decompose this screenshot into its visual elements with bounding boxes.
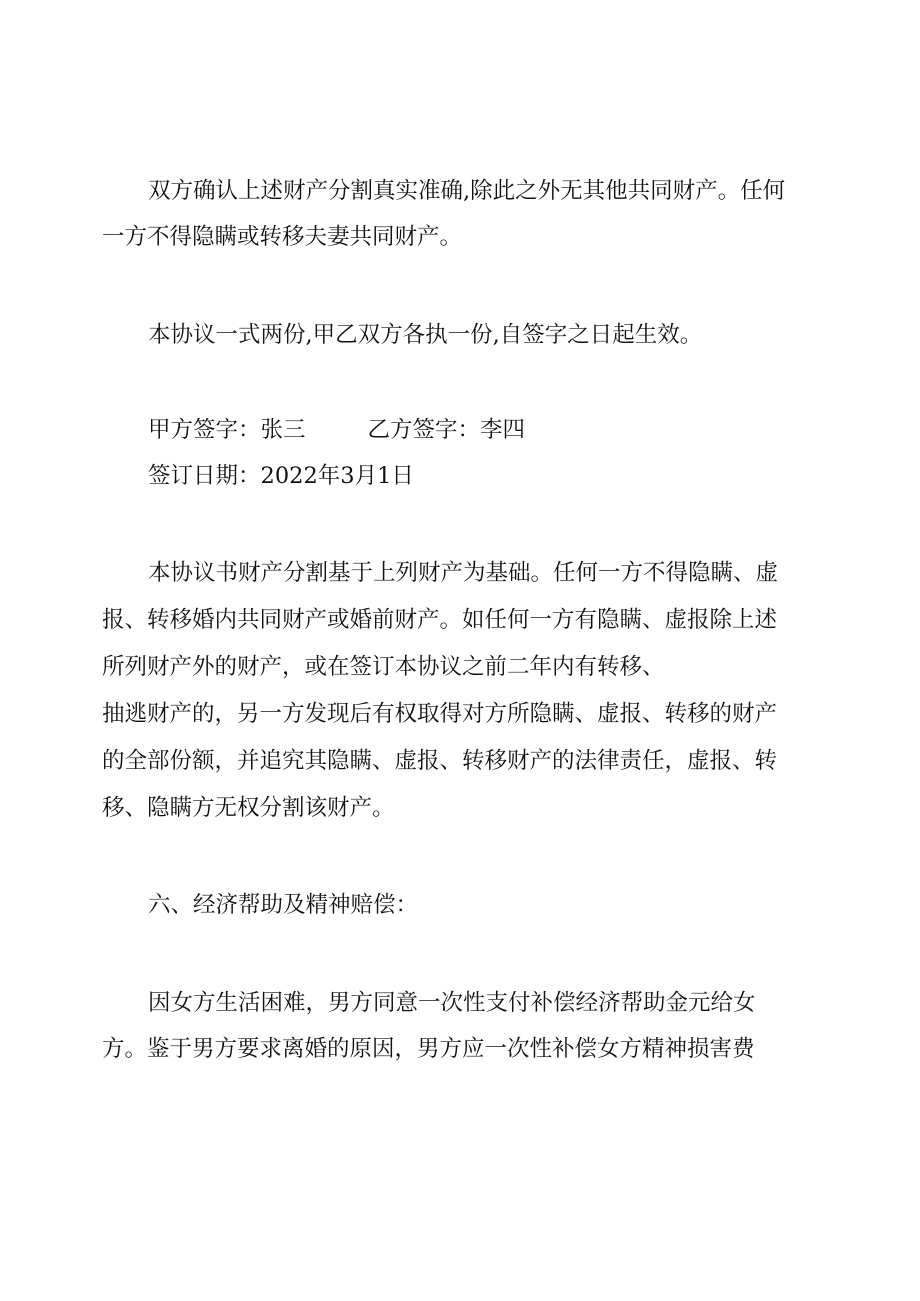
paragraph-3-line-3: 所列财产外的财产，或在签订本协议之前二年内有转移、 (102, 654, 665, 680)
paragraph-3-line-4: 抽逃财产的，另一方发现后有权取得对方所隐瞒、虚报、转移的财产 (102, 701, 778, 727)
signature-line (148, 415, 525, 445)
paragraph-4-line-1: 因女方生活困难，男方同意一次性支付补偿经济帮助金元给女 (148, 990, 756, 1016)
party-b-signature: 乙方签字：李四 (367, 417, 526, 443)
paragraph-4-line-2: 方。鉴于男方要求离婚的原因，男方应一次性补偿女方精神损害费 (102, 1036, 755, 1062)
party-a-signature: 甲方签字：张三 (148, 417, 306, 443)
paragraph-3-line-5: 的全部份额，并追究其隐瞒、虚报、转移财产的法律责任，虚报、转 (102, 748, 778, 774)
paragraph-1-line-1: 双方确认上述财产分割真实准确,除此之外无其他共同财产。任何 (148, 178, 786, 204)
signing-date: 签订日期：2022年3月1日 (148, 463, 414, 489)
paragraph-3-line-2: 报、转移婚内共同财产或婚前财产。如任何一方有隐瞒、虚报除上述 (102, 607, 778, 633)
paragraph-3-line-6: 移、隐瞒方无权分割该财产。 (102, 795, 395, 821)
paragraph-1-line-2: 一方不得隐瞒或转移夫妻共同财产。 (102, 224, 463, 250)
section-heading: 六、经济帮助及精神赔偿： (148, 892, 419, 918)
paragraph-3-line-1: 本协议书财产分割基于上列财产为基础。任何一方不得隐瞒、虚 (148, 560, 779, 586)
paragraph-2-line-1: 本协议一式两份,甲乙双方各执一份,自签字之日起生效。 (148, 322, 703, 348)
